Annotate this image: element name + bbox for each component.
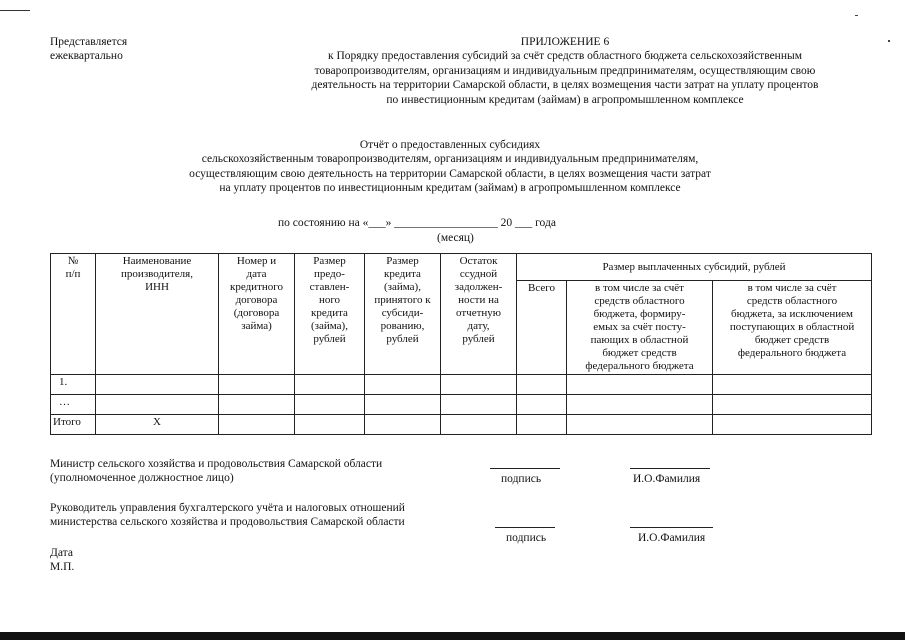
header-regional-part: в том числе за счёт средств областного бюджета, за исключением поступающих в областной бюджет средств федерального бюджета — [713, 281, 872, 375]
table-row-total — [51, 414, 872, 434]
minister-signatory — [50, 457, 382, 486]
appendix-block — [270, 35, 860, 107]
report-title — [120, 138, 780, 196]
date-label: Дата — [50, 547, 73, 559]
minister-name-line — [630, 468, 710, 469]
appendix-title: ПРИЛОЖЕНИЕ 6 — [520, 36, 610, 48]
scan-bottom-edge — [0, 632, 905, 640]
header-loan-balance: Остаток ссудной задолжен- ности на отчетную дату, рублей — [441, 254, 517, 375]
top-rule — [0, 10, 30, 11]
minister-title: Министр сельского хозяйства и продовольствия Самарской области — [50, 458, 383, 470]
accountant-signature-line — [495, 527, 555, 528]
report-title-line: сельскохозяйственным товаропроизводителям, организациям и индивидуальным предпринимателям, — [201, 153, 699, 166]
appendix-line: деятельность на территории Самарской области, в целях возмещения части затрат на уплату процентов — [311, 79, 819, 92]
submission-note — [50, 35, 127, 64]
row-name — [96, 374, 219, 394]
table-row — [51, 394, 872, 414]
appendix-line: по инвестиционным кредитам (займам) в агропромышленном комплексе — [386, 93, 744, 106]
header-accepted-credit: Размер кредита (займа), принятого к субсиди- рованию, рублей — [365, 254, 441, 375]
accountant-signatory — [50, 501, 405, 530]
row-name — [96, 394, 219, 414]
header-contract: Номер и дата кредитного договора (договора займа) — [219, 254, 295, 375]
seal-label: М.П. — [50, 561, 75, 573]
submission-note-line: ежеквартально — [50, 50, 123, 63]
header-paid-subsidies: Размер выплаченных субсидий, рублей — [517, 254, 872, 281]
report-title-line: осуществляющим свою деятельность на территории Самарской области, в целях возмещения части затрат — [189, 167, 711, 180]
minister-signature-line — [490, 468, 560, 469]
header-total: Всего — [517, 281, 567, 375]
report-title-line: Отчёт о предоставленных субсидиях — [359, 139, 541, 151]
accountant-name-line — [630, 527, 713, 528]
subsidy-report-table — [50, 253, 872, 435]
report-date-line: по состоянию на «___» __________________ 20 ___ года — [278, 217, 556, 229]
minister-name-label: И.О.Фамилия — [633, 473, 701, 485]
month-caption: (месяц) — [437, 232, 474, 244]
minister-role-note: (уполномоченное должностное лицо) — [50, 472, 234, 485]
header-provided-credit: Размер предо- ставлен- ного кредита (займа), рублей — [295, 254, 365, 375]
scan-mark — [888, 40, 890, 42]
accountant-signature-label: подпись — [506, 532, 547, 544]
header-producer-name: Наименование производителя, ИНН — [96, 254, 219, 375]
minister-signature-label: подпись — [501, 473, 542, 485]
table-row — [51, 374, 872, 394]
row-num: 1. — [51, 374, 96, 394]
accountant-name-label: И.О.Фамилия — [638, 532, 706, 544]
row-name: Х — [96, 414, 219, 434]
header-num: № п/п — [51, 254, 96, 375]
appendix-line: товаропроизводителям, организациям и индивидуальным предпринимателям, осуществляющим свою — [314, 64, 816, 77]
row-num: … — [51, 394, 96, 414]
row-num: Итого — [51, 414, 96, 434]
accountant-ministry: министерства сельского хозяйства и продовольствия Самарской области — [50, 516, 405, 529]
submission-note-line: Представляется — [50, 36, 128, 48]
accountant-title: Руководитель управления бухгалтерского учёта и налоговых отношений — [50, 502, 405, 514]
report-title-line: на уплату процентов по инвестиционным кредитам (займам) в агропромышленном комплексе — [219, 182, 681, 195]
appendix-line: к Порядку предоставления субсидий за счёт средств областного бюджета сельскохозяйственным — [327, 50, 802, 63]
scan-mark — [855, 15, 858, 16]
header-federal-part: в том числе за счёт средств областного бюджета, формиру- емых за счёт посту- пающих в областной бюджет средств федерального бюджета — [567, 281, 713, 375]
